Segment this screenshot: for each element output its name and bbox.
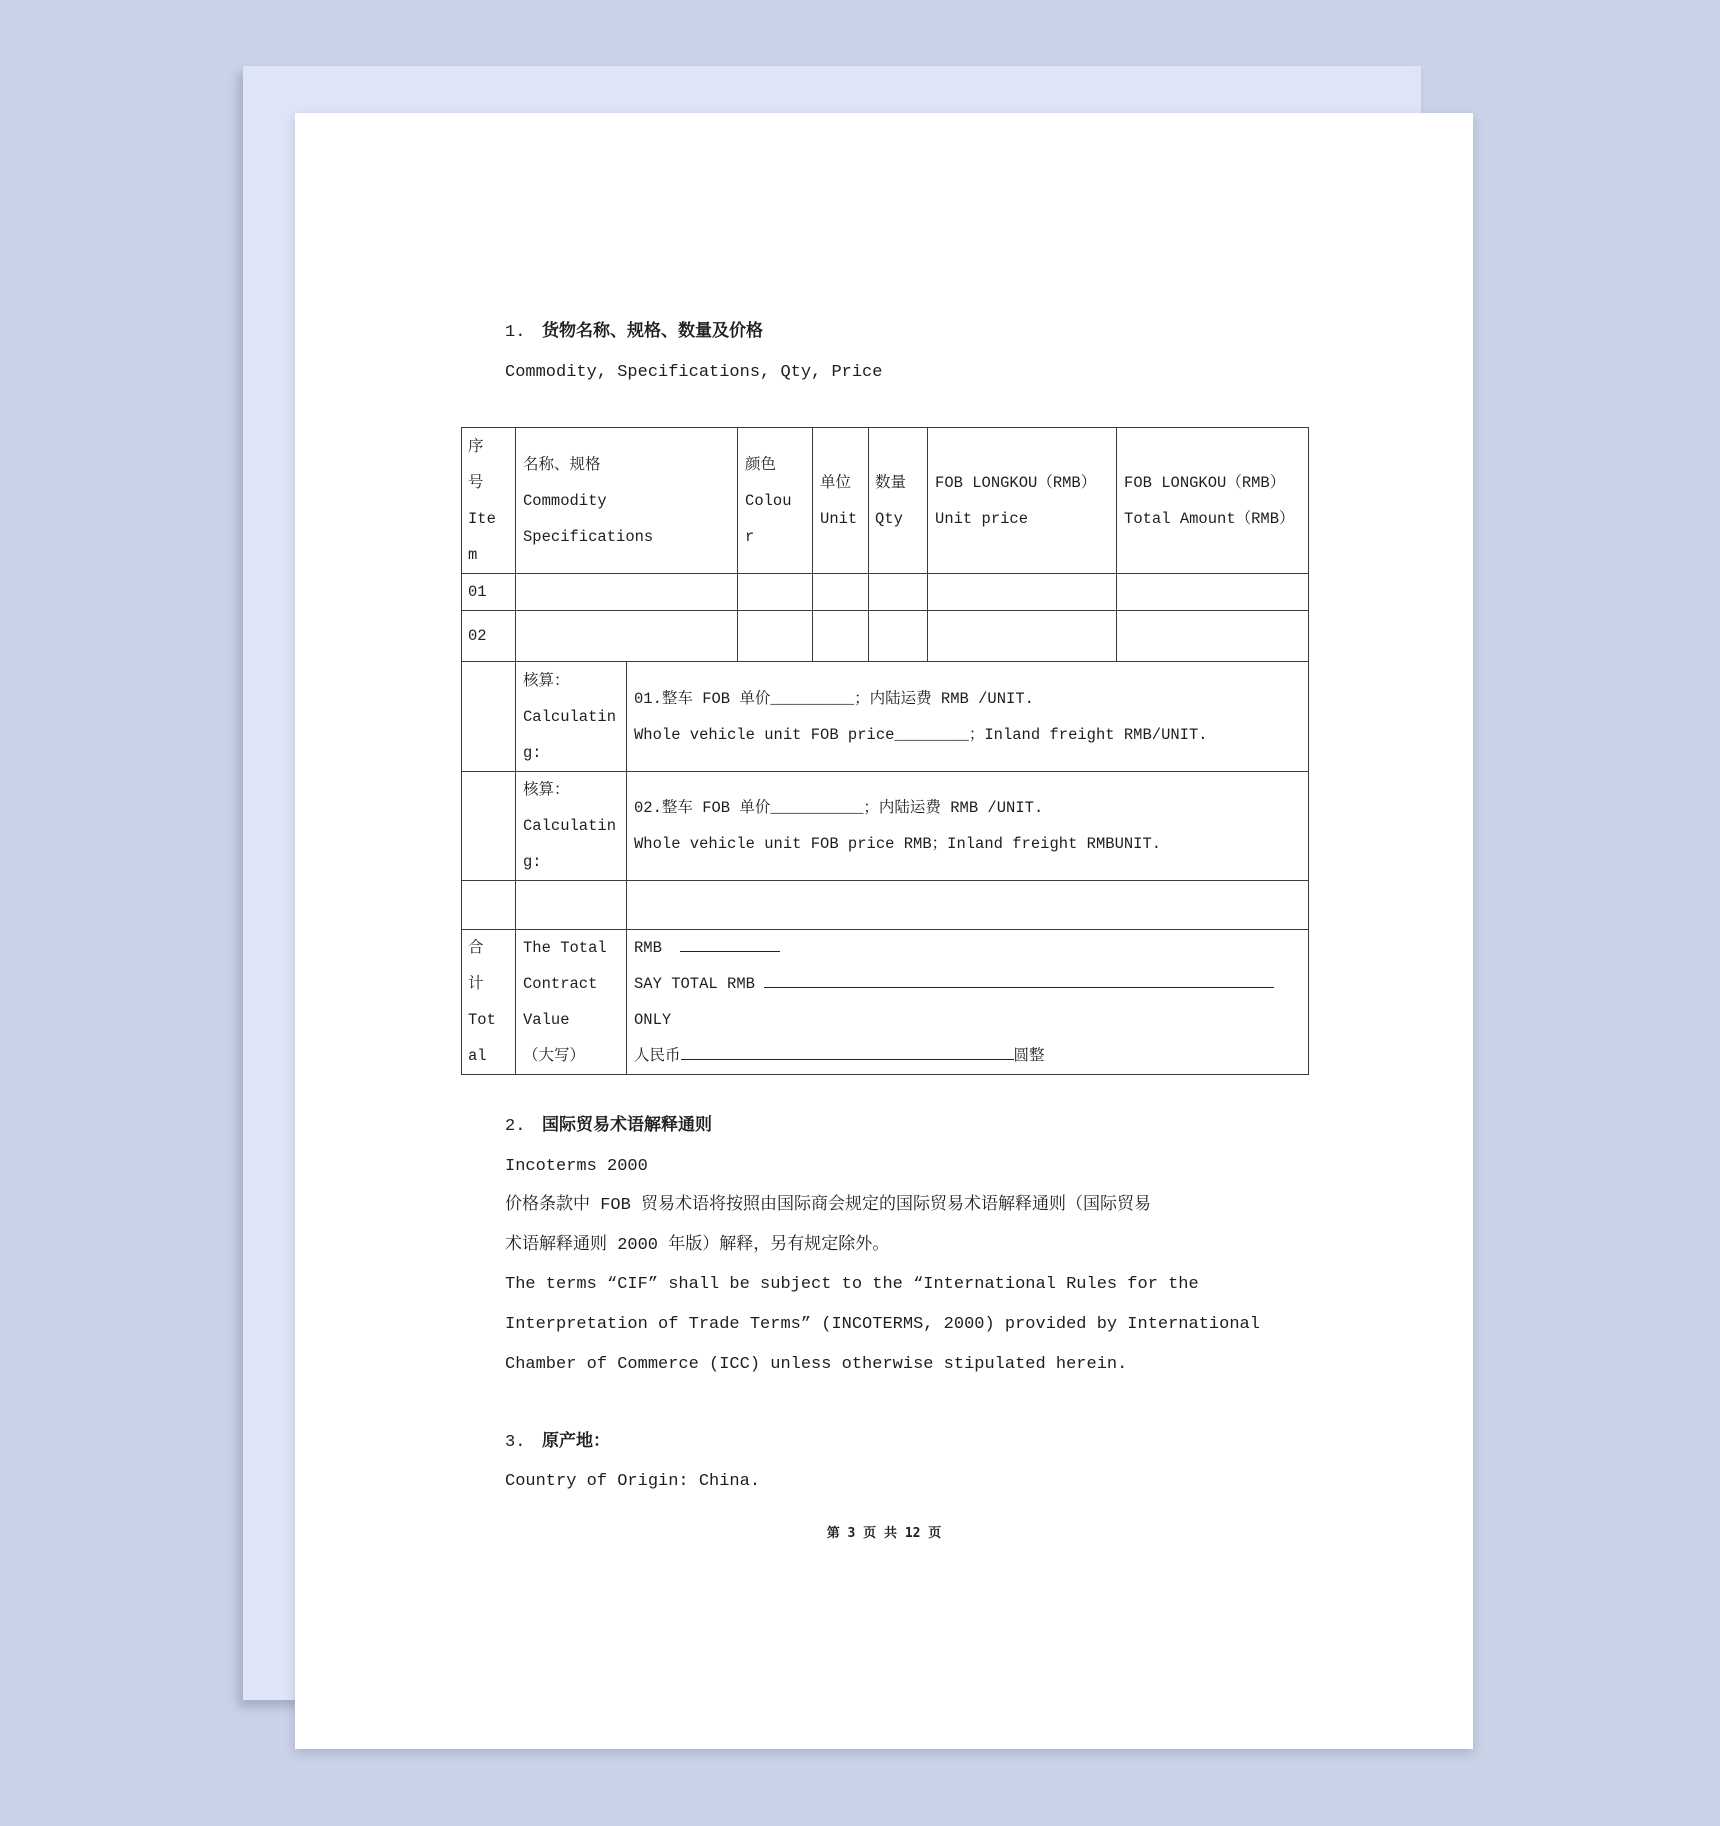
calculation-label [516, 662, 627, 772]
calculation-label-line: g: [523, 853, 542, 871]
header-unit-line: Unit [820, 509, 858, 528]
total-label-cn-line: 合 [468, 939, 484, 957]
header-qty-line: 数量 [875, 473, 907, 492]
header-colour [738, 428, 813, 574]
header-qty [869, 428, 928, 574]
say-total-line [634, 966, 1301, 1002]
header-unit-line: 单位 [820, 473, 852, 492]
section-2 [505, 1107, 1260, 1384]
row-commodity [516, 574, 738, 611]
total-label-cn-line: al [468, 1047, 487, 1065]
section-3-number: 3. [505, 1433, 526, 1452]
header-item [462, 428, 516, 574]
section-1-title-en: Commodity, Specifications, Qty, Price [505, 363, 883, 382]
total-rmb-cn: 人民币 [634, 1047, 681, 1065]
row-unit-price [928, 574, 1117, 611]
calculation-label-line: g: [523, 743, 542, 762]
section-2-line: 价格条款中 FOB 贸易术语将按照由国际商会规定的国际贸易术语解释通则（国际贸易 [505, 1196, 1152, 1216]
calculation-empty-cell [462, 662, 516, 772]
section-1-number: 1. [505, 323, 526, 342]
row-colour [738, 574, 813, 611]
section-1-heading [505, 313, 763, 353]
total-label-en [516, 930, 627, 1075]
header-item-line: m [468, 545, 478, 564]
section-2-line: The terms “CIF” shall be subject to the “International Rules for the [505, 1275, 1199, 1295]
section-2-line: Incoterms 2000 [505, 1156, 648, 1176]
calculation-empty-cell [462, 772, 516, 881]
total-label-cn-line: 计 [468, 975, 484, 993]
total-row [462, 930, 1309, 1075]
header-commodity [516, 428, 738, 574]
total-value [627, 930, 1309, 1075]
calculation-label-line: 核算： [523, 671, 570, 690]
section-3-heading [505, 1423, 610, 1463]
say-total-label: SAY TOTAL RMB [634, 975, 755, 993]
row-qty [869, 611, 928, 662]
header-qty-line: Qty [875, 509, 903, 528]
calculation-line-cn: 02.整车 FOB 单价__________；内陆运费 RMB /UNIT. [634, 799, 1044, 817]
header-total-amount-line: FOB LONGKOU（RMB） [1124, 473, 1286, 492]
section-2-line: Interpretation of Trade Terms” (INCOTERMS, 2000) provided by International [505, 1314, 1260, 1334]
total-label-cn [462, 930, 516, 1075]
commodity-table [461, 427, 1309, 1075]
section-2-title: 国际贸易术语解释通则 [542, 1117, 712, 1136]
calculation-row-2 [462, 772, 1309, 881]
row-qty [869, 574, 928, 611]
page-number: 第 3 页 共 12 页 [826, 1526, 942, 1541]
calculation-row-1 [462, 662, 1309, 772]
calculation-label-line: Calculatin [523, 707, 617, 726]
header-item-line: 序 [468, 437, 484, 456]
section-2-number: 2. [505, 1117, 526, 1136]
header-unit-price [928, 428, 1117, 574]
header-total-amount-line: Total Amount（RMB） [1124, 509, 1295, 528]
row-colour [738, 611, 813, 662]
section-2-line: 术语解释通则 2000 年版）解释，另有规定除外。 [505, 1235, 890, 1255]
header-unit-price-line: FOB LONGKOU（RMB） [935, 473, 1097, 492]
header-colour-line: r [745, 527, 755, 546]
calculation-line-en: Whole vehicle unit FOB price________；Inland freight RMB/UNIT. [634, 725, 1208, 744]
say-total-blank [764, 973, 1274, 988]
section-2-heading [505, 1107, 1260, 1147]
row-total-amount [1117, 611, 1309, 662]
total-label-en-line: The Total [523, 939, 607, 957]
total-rmb-blank [680, 937, 780, 952]
row-item: 01 [462, 574, 516, 611]
calculation-line-en: Whole vehicle unit FOB price RMB；Inland freight RMBUNIT. [634, 835, 1162, 853]
section-3-line: Country of Origin: China. [505, 1472, 761, 1491]
row-unit [813, 611, 869, 662]
header-colour-line: Colou [745, 491, 792, 510]
empty-cell [516, 881, 627, 930]
total-label-cn-line: Tot [468, 1011, 496, 1029]
calculation-line-cn: 01.整车 FOB 单价_________；内陆运费 RMB /UNIT. [634, 689, 1034, 708]
header-unit-price-line: Unit price [935, 509, 1029, 528]
calculation-content [627, 662, 1309, 772]
calculation-label-line: Calculatin [523, 817, 617, 835]
row-item: 02 [462, 611, 516, 662]
header-total-amount [1117, 428, 1309, 574]
empty-cell [627, 881, 1309, 930]
table-row [462, 574, 1309, 611]
row-unit [813, 574, 869, 611]
section-2-line: Chamber of Commerce (ICC) unless otherwise stipulated herein. [505, 1354, 1128, 1374]
calculation-content [627, 772, 1309, 881]
total-label-en-line: Contract [523, 975, 598, 993]
total-cn-blank [681, 1045, 1014, 1060]
total-rmb-prefix: RMB [634, 939, 662, 957]
calculation-label [516, 772, 627, 881]
total-suffix-cn: 圆整 [1013, 1047, 1045, 1065]
table-row [462, 611, 1309, 662]
total-cn-line [634, 1038, 1301, 1074]
header-colour-line: 颜色 [745, 455, 777, 474]
row-unit-price [928, 611, 1117, 662]
total-only: ONLY [634, 1011, 672, 1029]
document-page [295, 113, 1473, 1749]
total-label-en-line: （大写） [523, 1047, 586, 1065]
header-item-line: 号 [468, 473, 484, 492]
section-3-title: 原产地： [542, 1433, 610, 1452]
section-1-title: 货物名称、规格、数量及价格 [542, 323, 763, 342]
header-commodity-line: 名称、规格 [523, 455, 601, 474]
header-unit [813, 428, 869, 574]
empty-cell [462, 881, 516, 930]
total-rmb-line [634, 930, 1301, 966]
header-item-line: Ite [468, 509, 496, 528]
calculation-label-line: 核算： [523, 781, 570, 799]
header-commodity-line: Commodity [523, 491, 607, 510]
header-commodity-line: Specifications [523, 527, 654, 546]
empty-row [462, 881, 1309, 930]
total-label-en-line: Value [523, 1011, 570, 1029]
row-total-amount [1117, 574, 1309, 611]
table-header-row [462, 428, 1309, 574]
row-commodity [516, 611, 738, 662]
